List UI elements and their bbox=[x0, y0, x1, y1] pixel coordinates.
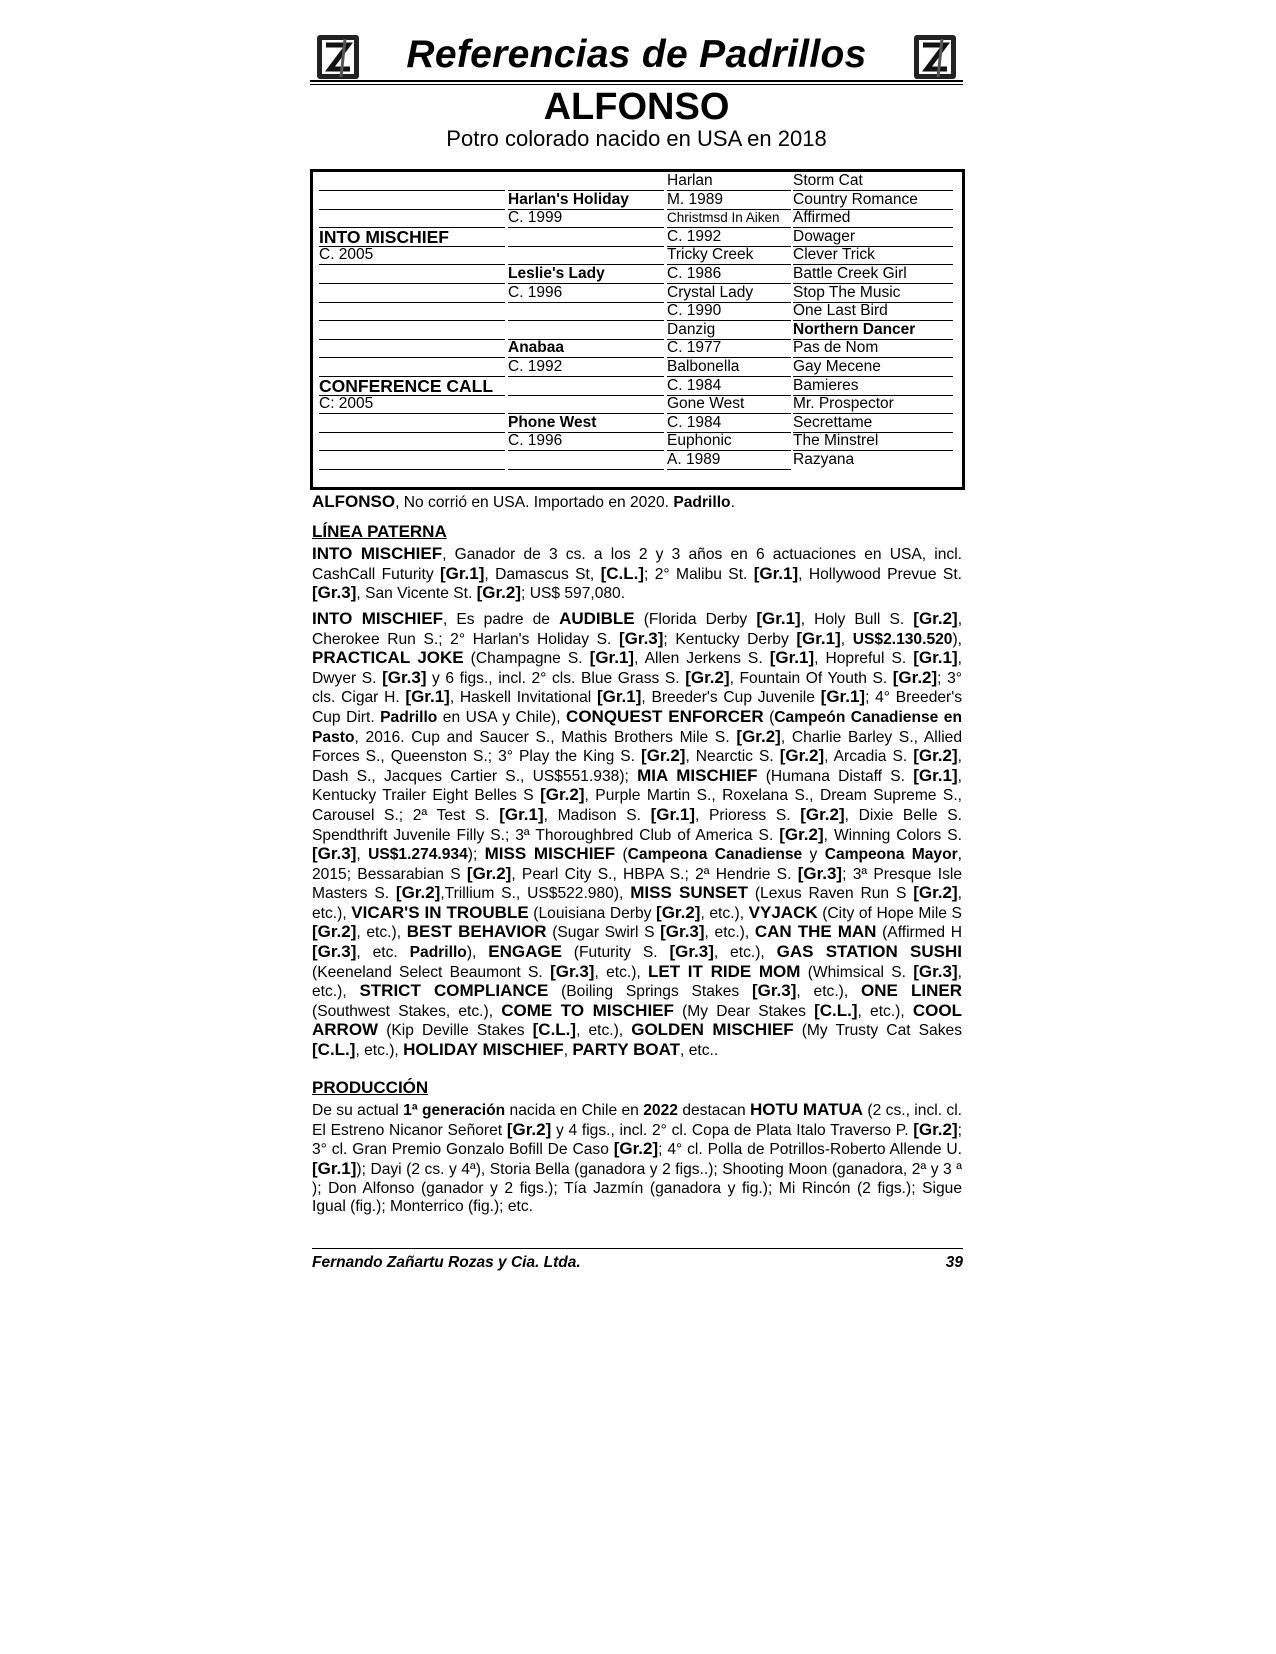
pedigree-cell: Crystal Lady bbox=[667, 284, 791, 303]
pedigree-cell: Clever Trick bbox=[793, 246, 953, 265]
pedigree-cell: Affirmed bbox=[793, 209, 953, 228]
pedigree-cell bbox=[508, 321, 664, 340]
page-header bbox=[310, 30, 963, 85]
pedigree-cell bbox=[508, 246, 664, 265]
pedigree-cell: Battle Creek Girl bbox=[793, 265, 953, 284]
pedigree-cell bbox=[508, 451, 664, 470]
pedigree-cell bbox=[508, 228, 664, 247]
pedigree-cell bbox=[508, 377, 664, 396]
pedigree-cell: Gay Mecene bbox=[793, 358, 953, 377]
pedigree-cell: A. 1989 bbox=[667, 451, 791, 470]
pedigree-cell: C. 1992 bbox=[667, 228, 791, 247]
pedigree-cell: C. 1986 bbox=[667, 265, 791, 284]
horse-name: ALFONSO bbox=[543, 86, 730, 128]
footer-company: Fernando Zañartu Rozas y Cia. Ltda. bbox=[312, 1254, 581, 1271]
pedigree-cell: One Last Bird bbox=[793, 302, 953, 321]
pedigree-cell: Northern Dancer bbox=[793, 321, 953, 340]
page-title: Referencias de Padrillos bbox=[406, 33, 867, 76]
pedigree-cell: C. 1977 bbox=[667, 339, 791, 358]
pedigree-cell: Harlan's Holiday bbox=[508, 191, 664, 210]
pedigree-cell bbox=[319, 284, 505, 303]
horse-name-inline: ALFONSO bbox=[312, 492, 396, 511]
paterna-paragraph-1: INTO MISCHIEF, Ganador de 3 cs. a los 2 y 3 años en 6 actuaciones en USA, incl. CashCall Futurity [Gr.1], Damascus St, [C.L.]; 2° Malibu St. [Gr.1], Hollywood Prevue St. [Gr.3], San Vicente St. [Gr.2]; US$ 597,080. bbox=[312, 544, 963, 603]
pedigree-cell bbox=[319, 358, 505, 377]
pedigree-cell: Mr. Prospector bbox=[793, 395, 953, 414]
pedigree-cell bbox=[319, 191, 505, 210]
pedigree-cell: CONFERENCE CALL bbox=[319, 377, 505, 396]
pedigree-cell: Gone West bbox=[667, 395, 791, 414]
pedigree-cell: M. 1989 bbox=[667, 191, 791, 210]
pedigree-cell: C. 1996 bbox=[508, 432, 664, 451]
pedigree-cell: Balbonella bbox=[667, 358, 791, 377]
pedigree-cell: Leslie's Lady bbox=[508, 265, 664, 284]
pedigree-cell: Christmsd In Aiken bbox=[667, 209, 791, 228]
pedigree-cell bbox=[319, 432, 505, 451]
content bbox=[312, 493, 962, 1217]
pedigree-cell: C. 2005 bbox=[319, 246, 505, 265]
pedigree-cell bbox=[319, 265, 505, 284]
pedigree-cell: Tricky Creek bbox=[667, 246, 791, 265]
pedigree-cell: Storm Cat bbox=[793, 172, 953, 191]
pedigree-cell: The Minstrel bbox=[793, 432, 953, 451]
pedigree-cell bbox=[319, 339, 505, 358]
pedigree-cell: C. 1984 bbox=[667, 377, 791, 396]
pedigree-cell: C. 1990 bbox=[667, 302, 791, 321]
pedigree-cell: Razyana bbox=[793, 451, 855, 468]
pedigree-cell bbox=[508, 395, 664, 414]
pedigree-cell: Bamieres bbox=[793, 377, 953, 396]
pedigree-cell: Euphonic bbox=[667, 432, 791, 451]
paterna-paragraph-2: INTO MISCHIEF, Es padre de AUDIBLE (Florida Derby [Gr.1], Holy Bull S. [Gr.2], Cherokee Run S.; 2° Harlan's Holiday S. [Gr.3]; Kentucky Derby [Gr.1], US$2.130.520), PRACTICAL JOKE (Champagne S. [Gr.1], Allen Jerkens S. [Gr.1], Hopreful S. [Gr.1], Dwyer S. [Gr.3] y 6 figs., incl. 2° cls. Blue Grass S. [Gr.2], Fountain Of Youth S. [Gr.2]; 3° cls. Cigar H. [Gr.1], Haskell Invitational [Gr.1], Breeder's Cup Juvenile [Gr.1]; 4° Breeder's Cup Dirt. Padrillo en USA y Chile), CONQUEST ENFORCER (Campeón Canadiense en Pasto, 2016. Cup and Saucer S., Mathis Brothers Mile S. [Gr.2], Charlie Barley S., Allied Forces S., Queenston S.; 3° Play the King S. [Gr.2], Nearctic S. [Gr.2], Arcadia S. [Gr.2], Dash S., Jacques Cartier S., US$551.938); MIA MISCHIEF (Humana Distaff S. [Gr.1], Kentucky Trailer Eight Belles S [Gr.2], Purple Martin S., Roxelana S., Dream Supreme S., Carousel S.; 2ª Test S. [Gr.1], Madison S. [Gr.1], Prioress S. [Gr.2], Dixie Belle S. Spendthrift Juvenile Filly S.; 3ª Thoroughbred Club of America S. [Gr.2], Winning Colors S. [Gr.3], US$1.274.934); MISS MISCHIEF (Campeona Canadiense y Campeona Mayor, 2015; Bessarabian S [Gr.2], Pearl City S., HBPA S.; 2ª Hendrie S. [Gr.3]; 3ª Presque Isle Masters S. [Gr.2],Trillium S., US$522.980), MISS SUNSET (Lexus Raven Run S [Gr.2], etc.), VICAR'S IN TROUBLE (Louisiana Derby [Gr.2], etc.), VYJACK (City of Hope Mile S [Gr.2], etc.), BEST BEHAVIOR (Sugar Swirl S [Gr.3], etc.), CAN THE MAN (Affirmed H [Gr.3], etc. Padrillo), ENGAGE (Futurity S. [Gr.3], etc.), GAS STATION SUSHI (Keeneland Select Beaumont S. [Gr.3], etc.), LET IT RIDE MOM (Whimsical S. [Gr.3], etc.), STRICT COMPLIANCE (Boiling Springs Stakes [Gr.3], etc.), ONE LINER (Southwest Stakes, etc.), COME TO MISCHIEF (My Dear Stakes [C.L.], etc.), COOL ARROW (Kip Deville Stakes [C.L.], etc.), GOLDEN MISCHIEF (My Trusty Cat Sakes [C.L.], etc.), HOLIDAY MISCHIEF, PARTY BOAT, etc.. bbox=[312, 608, 963, 1060]
pedigree-cell: Stop The Music bbox=[793, 284, 953, 303]
pedigree-cell: Secrettame bbox=[793, 414, 953, 433]
pedigree-cell: INTO MISCHIEF bbox=[319, 228, 505, 247]
pedigree-cell bbox=[319, 302, 505, 321]
pedigree-cell bbox=[508, 172, 664, 191]
header-rule bbox=[310, 80, 963, 82]
pedigree-cell bbox=[319, 451, 505, 470]
section-heading-produccion: PRODUCCIÓN bbox=[312, 1077, 429, 1097]
section-heading-paterna: LÍNEA PATERNA bbox=[312, 521, 447, 541]
pedigree-cell: Country Romance bbox=[793, 191, 953, 210]
pedigree-cell: Dowager bbox=[793, 228, 953, 247]
produccion-paragraph: De su actual 1ª generación nacida en Chile en 2022 destacan HOTU MATUA (2 cs., incl. cl. El Estreno Nicanor Señoret [Gr.2] y 4 figs., incl. 2° cl. Copa de Plata Italo Traverso P. [Gr.2]; 3° cl. Gran Premio Gonzalo Bofill De Caso [Gr.2]; 4° cl. Polla de Potrillos-Roberto Allende U. [Gr.1]); Dayi (2 cs. y 4ª), Storia Bella (ganadora y 2 figs..); Shooting Moon (ganadora, 2ª y 3 ª ); Don Alfonso (ganador y 2 figs.); Tía Jazmín (ganadora y fig.); Mi Rincón (2 figs.); Sigue Igual (fig.); Monterrico (fig.); etc. bbox=[312, 1100, 963, 1216]
pedigree-table bbox=[310, 169, 965, 490]
pedigree-cell: C. 1984 bbox=[667, 414, 791, 433]
pedigree-cell: Harlan bbox=[667, 172, 791, 191]
pedigree-cell: C. 1999 bbox=[508, 209, 664, 228]
pedigree-cell: Pas de Nom bbox=[793, 339, 953, 358]
page-number: 39 bbox=[945, 1254, 963, 1271]
pedigree-cell bbox=[319, 414, 505, 433]
pedigree-cell: Danzig bbox=[667, 321, 791, 340]
pedigree-cell: Anabaa bbox=[508, 339, 664, 358]
zr-logo-icon bbox=[912, 33, 958, 81]
pedigree-cell bbox=[319, 321, 505, 340]
pedigree-cell: Phone West bbox=[508, 414, 664, 433]
horse-description: Potro colorado nacido en USA en 2018 bbox=[446, 126, 827, 151]
pedigree-cell bbox=[319, 209, 505, 228]
intro-paragraph: ALFONSO, No corrió en USA. Importado en 2020. Padrillo. bbox=[312, 492, 735, 511]
pedigree-cell bbox=[319, 172, 505, 191]
pedigree-cell bbox=[508, 302, 664, 321]
header-rule bbox=[310, 84, 963, 85]
pedigree-cell: C. 1996 bbox=[508, 284, 664, 303]
page-footer bbox=[312, 1248, 963, 1271]
pedigree-cell: C: 2005 bbox=[319, 395, 505, 414]
pedigree-cell: C. 1992 bbox=[508, 358, 664, 377]
